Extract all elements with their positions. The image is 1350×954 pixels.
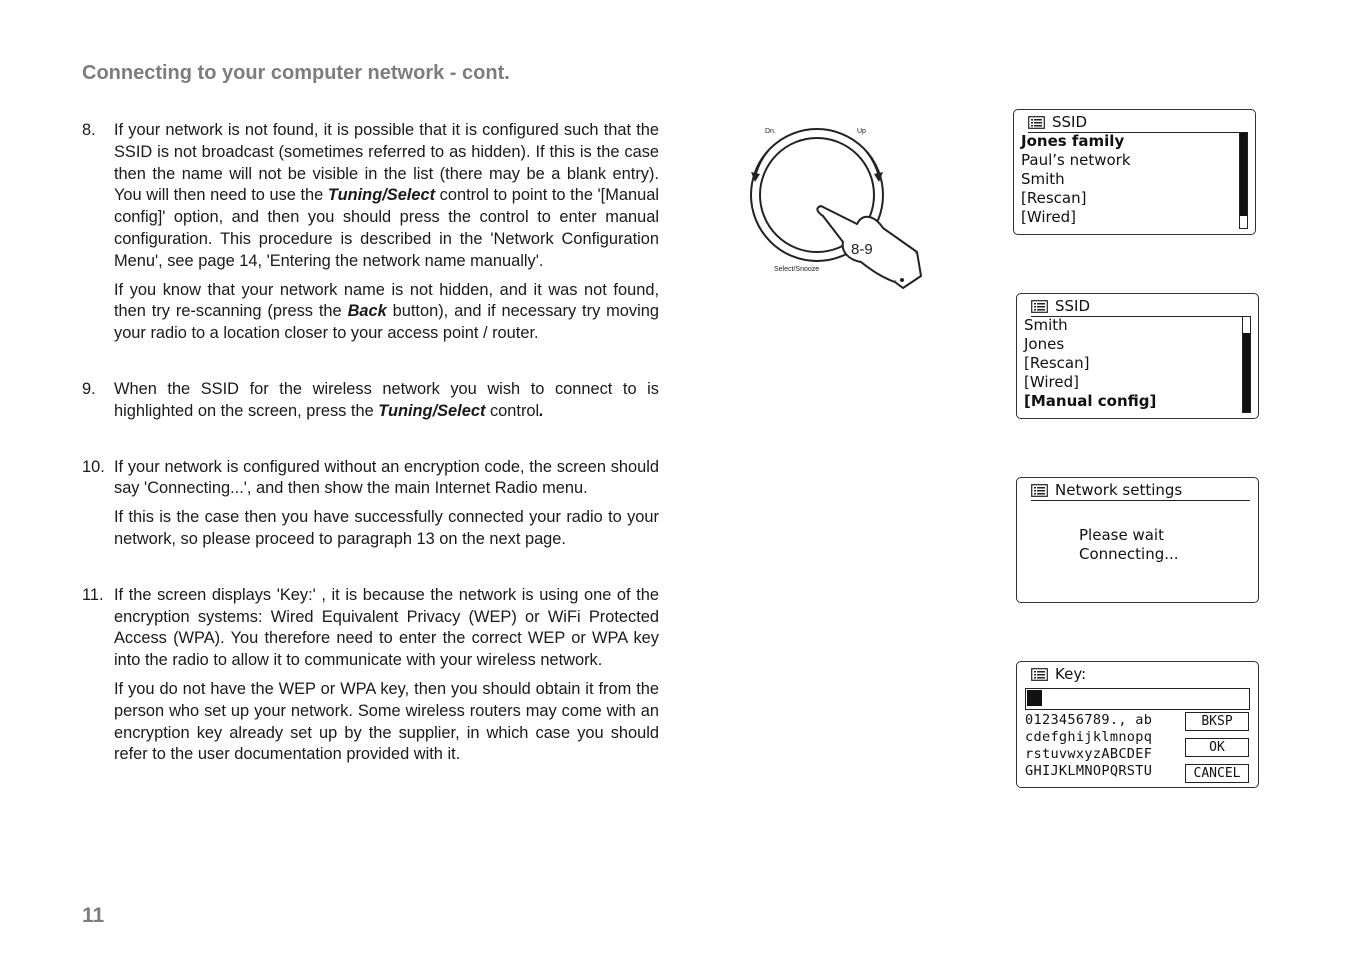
lcd-header bbox=[1028, 112, 1247, 133]
body-text: If the screen displays 'Key:' , it is because the network is using one of the encryption systems: Wired Equivalent Privacy (WEP) or WiFi Protected Access (WPA). You therefore need to enter the correct WEP or WPA key into the radio to allow it to communicate with your wireless network. bbox=[114, 585, 659, 670]
lcd-header bbox=[1031, 480, 1250, 501]
item-number: 9. bbox=[82, 379, 96, 398]
key-input-field bbox=[1025, 688, 1250, 710]
ssid-list bbox=[1021, 132, 1131, 227]
lcd-header bbox=[1031, 664, 1250, 684]
ssid-row: Jones bbox=[1024, 335, 1065, 353]
instruction-item bbox=[82, 379, 659, 423]
scrollbar-thumb bbox=[1240, 133, 1247, 216]
ssid-row: Smith bbox=[1021, 170, 1065, 188]
emphasis-text: Tuning/Select bbox=[327, 186, 436, 205]
scrollbar-thumb bbox=[1243, 333, 1250, 412]
emphasis-text: Tuning/Select bbox=[378, 401, 486, 420]
instruction-paragraph bbox=[114, 280, 659, 345]
connecting-text: Connecting... bbox=[1079, 545, 1179, 563]
instruction-list bbox=[82, 120, 659, 773]
item-number: 11. bbox=[82, 585, 104, 604]
menu-list-icon bbox=[1031, 668, 1048, 681]
lcd-header-text: SSID bbox=[1055, 297, 1091, 315]
scrollbar bbox=[1242, 316, 1251, 413]
instruction-paragraph bbox=[114, 379, 659, 423]
lcd-header bbox=[1031, 296, 1250, 317]
lcd-header-text: SSID bbox=[1052, 113, 1088, 131]
ssid-row: [Wired] bbox=[1021, 208, 1076, 226]
bksp-button: BKSP bbox=[1185, 712, 1249, 731]
item-number: 10. bbox=[82, 457, 105, 476]
instruction-paragraph bbox=[114, 679, 659, 766]
instruction-item bbox=[82, 457, 659, 551]
lcd-screen-key-entry bbox=[1016, 661, 1259, 788]
emphasis-text: . bbox=[539, 401, 544, 420]
instruction-paragraph bbox=[114, 585, 659, 672]
body-text: If you do not have the WEP or WPA key, then you should obtain it from the person who set up your network. Some wireless routers may come with an encryption key already set up by the supplier, in which case you should refer to the user documentation provided with it. bbox=[114, 679, 659, 764]
instruction-paragraph bbox=[114, 120, 659, 273]
connecting-message bbox=[1079, 526, 1179, 564]
ok-button: OK bbox=[1185, 738, 1249, 757]
body-text: control bbox=[485, 401, 540, 420]
menu-list-icon bbox=[1031, 300, 1048, 313]
knob-dn-label: Dn. bbox=[765, 128, 776, 135]
character-row: rstuvwxyzABCDEF bbox=[1025, 746, 1153, 762]
instruction-item bbox=[82, 585, 659, 766]
lcd-header-text: Network settings bbox=[1055, 481, 1183, 499]
body-text: button), and if necessary try moving your radio to a location closer to your access point / router. bbox=[114, 302, 659, 343]
ssid-row: Jones family bbox=[1021, 132, 1125, 150]
knob-up-label: Up bbox=[857, 128, 866, 135]
body-text: control to point to the '[Manual config]' option, and then you should press the control to enter manual configuration. This procedure is described in the 'Network Configuration Menu', see page 14, 'Entering the network name manually'. bbox=[114, 186, 659, 270]
tuning-select-knob-illustration bbox=[745, 120, 935, 295]
lcd-header-text: Key: bbox=[1055, 665, 1087, 683]
ssid-row: Smith bbox=[1024, 316, 1068, 334]
scrollbar bbox=[1239, 132, 1248, 229]
ssid-row: [Rescan] bbox=[1021, 189, 1087, 207]
item-number: 8. bbox=[82, 121, 96, 139]
emphasis-text: Back bbox=[347, 302, 387, 321]
page-title: Connecting to your computer network - cont. bbox=[82, 62, 510, 84]
character-row: GHIJKLMNOPQRSTU bbox=[1025, 763, 1153, 779]
lcd-screen-ssid-list-1 bbox=[1013, 109, 1256, 235]
please-wait-text: Please wait bbox=[1079, 526, 1164, 544]
page-number: 11 bbox=[82, 904, 105, 927]
character-row: cdefghijklmnopq bbox=[1025, 729, 1153, 745]
ssid-row: [Rescan] bbox=[1024, 354, 1090, 372]
lcd-screen-network-settings bbox=[1016, 477, 1259, 603]
text-cursor bbox=[1027, 690, 1042, 706]
body-text: If your network is not found, it is possible that it is configured such that the SSID is not broadcast (sometimes referred to as hidden). If this is the case then the name will not be visible in the list (there may be a blank entry). You will then need to use the bbox=[114, 121, 659, 205]
body-text: If you know that your network name is not hidden, and it was not found, then try re-scanning (press the bbox=[114, 280, 659, 321]
ssid-row: [Manual config] bbox=[1024, 392, 1157, 410]
character-grid bbox=[1025, 712, 1152, 780]
ssid-list bbox=[1024, 316, 1156, 411]
body-text: When the SSID for the wireless network you wish to connect to is highlighted on the screen, press the bbox=[114, 379, 659, 420]
instruction-paragraph bbox=[114, 507, 659, 551]
body-text: If your network is configured without an encryption code, the screen should say 'Connecting...', and then show the main Internet Radio menu. bbox=[114, 457, 659, 498]
menu-list-icon bbox=[1031, 484, 1048, 497]
lcd-screen-ssid-list-2 bbox=[1016, 293, 1259, 419]
body-text: If this is the case then you have successfully connected your radio to your network, so please proceed to paragraph 13 on the next page. bbox=[114, 508, 659, 548]
menu-list-icon bbox=[1028, 116, 1045, 129]
step-label: 8-9 bbox=[851, 241, 873, 258]
cancel-button: CANCEL bbox=[1185, 764, 1249, 783]
knob-select-label: Select/Snooze bbox=[774, 266, 820, 273]
instruction-paragraph bbox=[114, 457, 659, 501]
ssid-row: [Wired] bbox=[1024, 373, 1079, 391]
instruction-item bbox=[82, 120, 659, 345]
ssid-row: Paul’s network bbox=[1021, 151, 1131, 169]
character-row: 0123456789., ab bbox=[1025, 712, 1153, 728]
